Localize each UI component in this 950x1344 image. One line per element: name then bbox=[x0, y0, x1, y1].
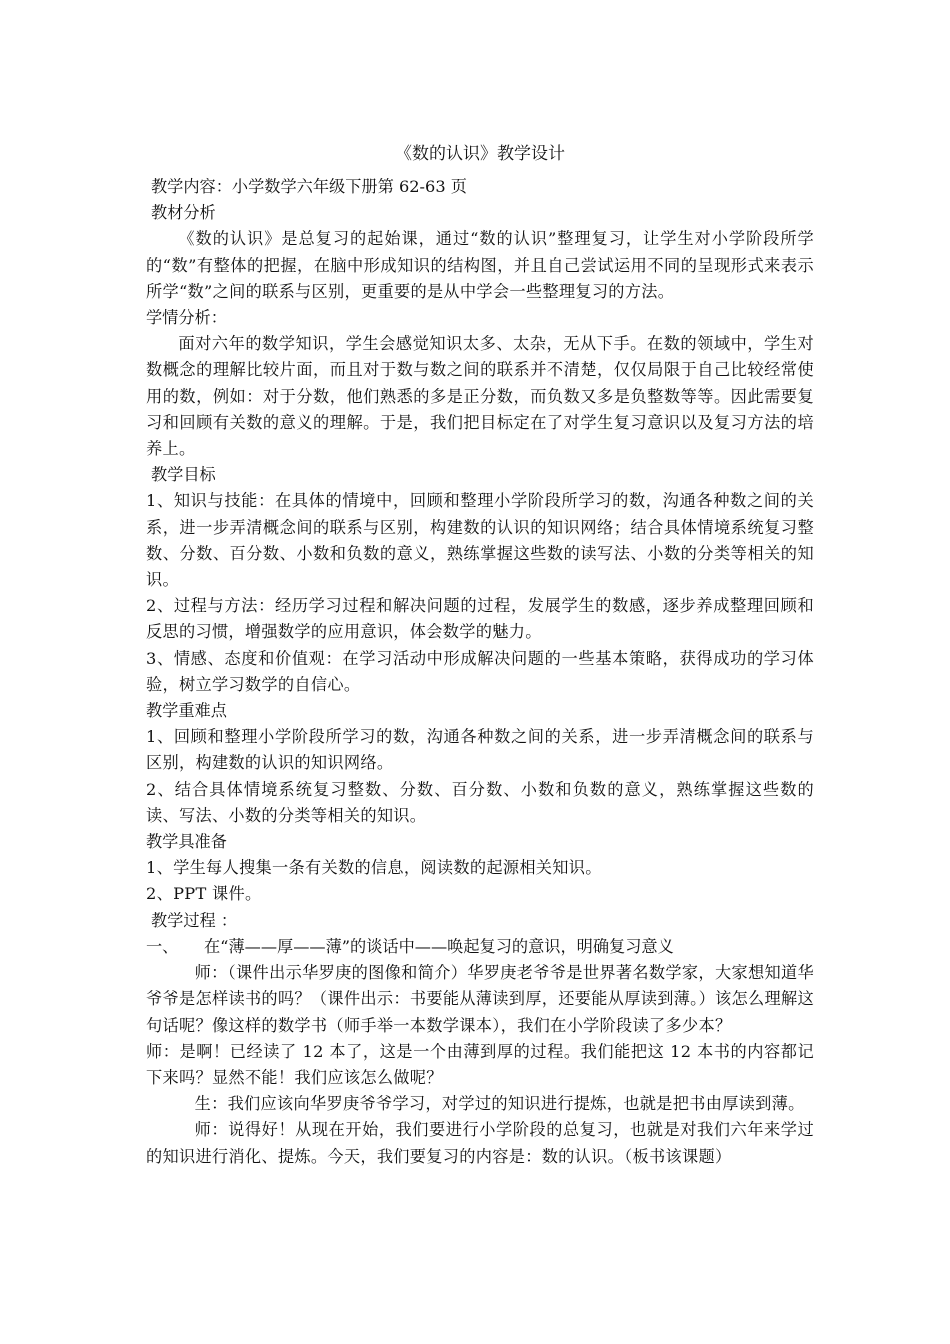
document-title: 《数的认识》教学设计 bbox=[395, 144, 565, 164]
student-heading: 学情分析： bbox=[146, 308, 227, 328]
goals-heading: 教学目标 bbox=[151, 465, 216, 485]
analysis-heading: 教材分析 bbox=[151, 203, 216, 223]
dialog-teacher-2: 师：是啊！已经读了 12 本了，这是一个由薄到厚的过程。我们能把这 12 本书的内容都记下来吗？显然不能！我们应该怎么做呢？ bbox=[146, 1041, 814, 1087]
goal-item: 3、情感、态度和价值观：在学习活动中形成解决问题的一些基本策略，获得成功的学习体验，树立学习数学的自信心。 bbox=[146, 648, 814, 694]
dialog-teacher-3: 师：说得好！从现在开始，我们要进行小学阶段的总复习，也就是对我们六年来学过的知识进行消化、提炼。今天，我们要复习的内容是：数的认识。（板书该课题） bbox=[146, 1120, 814, 1166]
dialog-teacher-1: 师：（课件出示华罗庚的图像和简介）华罗庚老爷爷是世界著名数学家，大家想知道华爷爷是怎样读书的吗？（课件出示：书要能从薄读到厚，还要能从厚读到薄。）该怎么理解这句话呢？像这样的数学书（师手举一本数学课本），我们在小学阶段读了多少本？ bbox=[146, 963, 814, 1035]
key-item: 1、回顾和整理小学阶段所学习的数，沟通各种数之间的关系，进一步弄清概念间的联系与区别，构建数的认识的知识网络。 bbox=[146, 727, 814, 773]
prep-item: 1、学生每人搜集一条有关数的信息，阅读数的起源相关知识。 bbox=[146, 858, 602, 878]
step-text: 在“薄——厚——薄”的谈话中——唤起复习的意识，明确复习意义 bbox=[204, 936, 674, 956]
analysis-paragraph: 《数的认识》是总复习的起始课，通过“数的认识”整理复习，让学生对小学阶段所学的“数”有整体的把握，在脑中形成知识的结构图，并且自己尝试运用不同的呈现形式来表示所学“数”之间的联系与区别，更重要的是从中学会一些整理复习的方法。 bbox=[146, 229, 814, 301]
prep-heading: 教学具准备 bbox=[146, 832, 227, 852]
document-page bbox=[146, 140, 814, 1170]
goal-item: 1、知识与技能：在具体的情境中，回顾和整理小学阶段所学习的数，沟通各种数之间的关系，进一步弄清概念间的联系与区别，构建数的认识的知识网络；结合具体情境系统复习整数、分数、百分数、小数和负数的意义，熟练掌握这些数的读写法、小数的分类等相关的知识。 bbox=[146, 491, 814, 590]
process-step-1 bbox=[146, 934, 814, 960]
key-item: 2、结合具体情境系统复习整数、分数、百分数、小数和负数的意义，熟练掌握这些数的读、写法、小数的分类等相关的知识。 bbox=[146, 779, 814, 825]
dialog-student-1: 生：我们应该向华罗庚爷爷学习，对学过的知识进行提炼，也就是把书由厚读到薄。 bbox=[194, 1094, 805, 1114]
goal-item: 2、过程与方法：经历学习过程和解决问题的过程，发展学生的数感，逐步养成整理回顾和反思的习惯，增强数学的应用意识，体会数学的魅力。 bbox=[146, 596, 814, 642]
student-paragraph: 面对六年的数学知识，学生会感觉知识太多、太杂，无从下手。在数的领域中，学生对数概念的理解比较片面，而且对于数与数之间的联系并不清楚，仅仅局限于自己比较经常使用的数，例如：对于分数，他们熟悉的多是正分数，而负数又多是负整数等等。因此需要复习和回顾有关数的意义的理解。于是，我们把目标定在了对学生复习意识以及复习方法的培养上。 bbox=[146, 334, 814, 459]
step-number: 一、 bbox=[146, 936, 179, 956]
process-heading: 教学过程 ： bbox=[151, 910, 238, 930]
content-line: 教学内容：小学数学六年级下册第 62-63 页 bbox=[151, 177, 467, 196]
key-heading: 教学重难点 bbox=[146, 701, 227, 721]
prep-item: 2、PPT 课件。 bbox=[146, 884, 262, 904]
